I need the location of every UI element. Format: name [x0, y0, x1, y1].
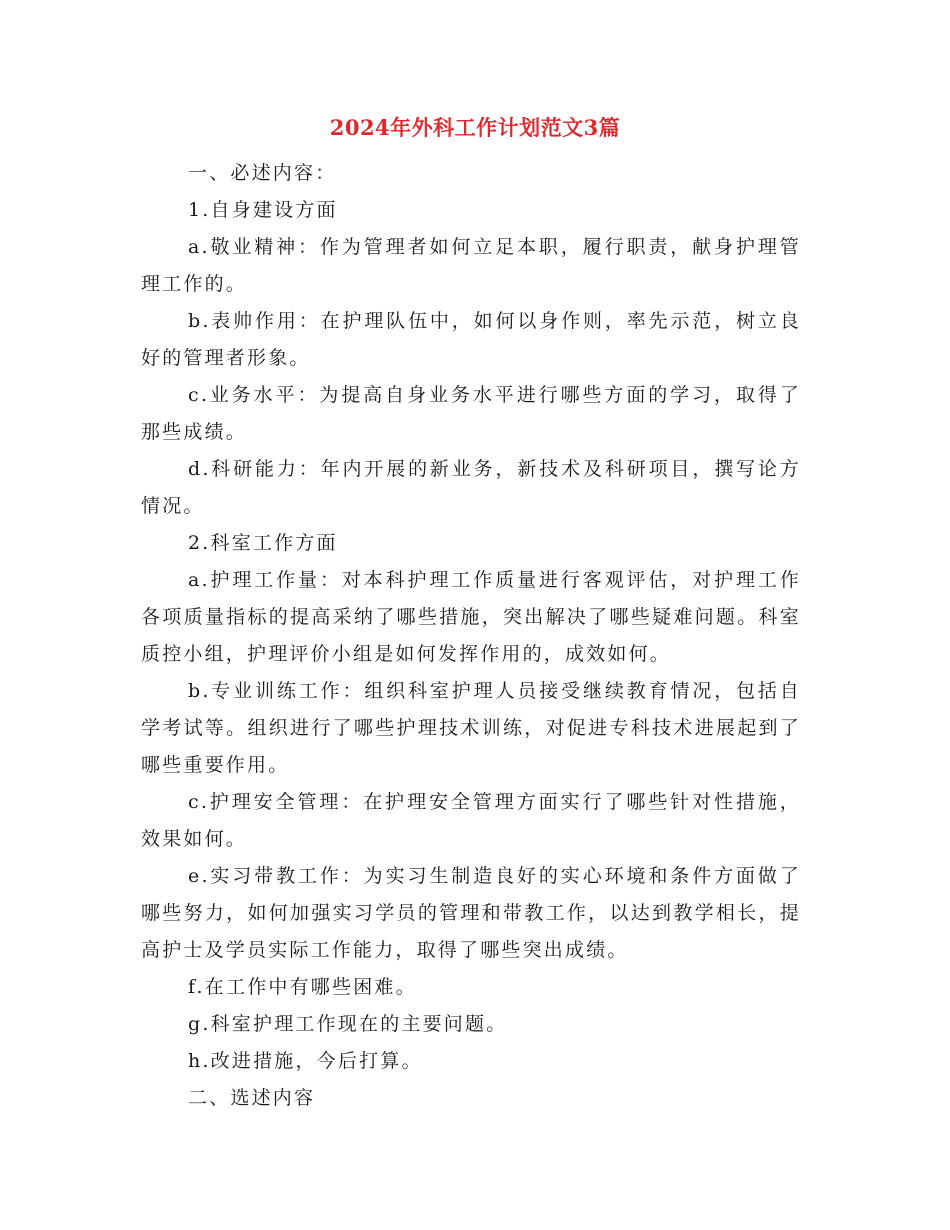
document-title: 2024年外科工作计划范文3篇	[329, 115, 621, 140]
section-heading-required: 一、必述内容：	[188, 162, 337, 184]
subsection-heading-self-building: 1.自身建设方面	[188, 199, 338, 221]
section-heading-optional: 二、选述内容	[188, 1087, 316, 1109]
paragraph-internship-teaching: e.实习带教工作：为实习生制造良好的实心环境和条件方面做了哪些努力，如何加强实习学员的管理和带教工作，以达到教学相长，提高护士及学员实际工作能力，取得了哪些突出成绩。	[141, 865, 801, 961]
paragraph-nursing-workload: a.护理工作量：对本科护理工作质量进行客观评估，对护理工作各项质量指标的提高采纳了哪些措施，突出解决了哪些疑难问题。科室质控小组，护理评价小组是如何发挥作用的，成效如何。	[141, 569, 801, 665]
subsection-heading-department-work: 2.科室工作方面	[188, 532, 338, 554]
paragraph-safety-management: c.护理安全管理：在护理安全管理方面实行了哪些针对性措施，效果如何。	[141, 791, 801, 850]
paragraph-dedication: a.敬业精神：作为管理者如何立足本职，履行职责，献身护理管理工作的。	[141, 236, 801, 295]
document-body	[141, 155, 801, 1117]
paragraph-improvement-plan: h.改进措施，今后打算。	[188, 1050, 423, 1072]
paragraph-professional-training: b.专业训练工作：组织科室护理人员接受继续教育情况，包括自学考试等。组织进行了哪些护理技术训练，对促进专科技术进展起到了哪些重要作用。	[141, 680, 801, 776]
paragraph-difficulties: f.在工作中有哪些困难。	[188, 976, 417, 998]
paragraph-professional-level: c.业务水平：为提高自身业务水平进行哪些方面的学习，取得了那些成绩。	[141, 384, 801, 443]
paragraph-main-problems: g.科室护理工作现在的主要问题。	[188, 1013, 508, 1035]
paragraph-research-ability: d.科研能力：年内开展的新业务，新技术及科研项目，撰写论方情况。	[141, 458, 801, 517]
paragraph-role-model: b.表帅作用：在护理队伍中，如何以身作则，率先示范，树立良好的管理者形象。	[141, 310, 801, 369]
